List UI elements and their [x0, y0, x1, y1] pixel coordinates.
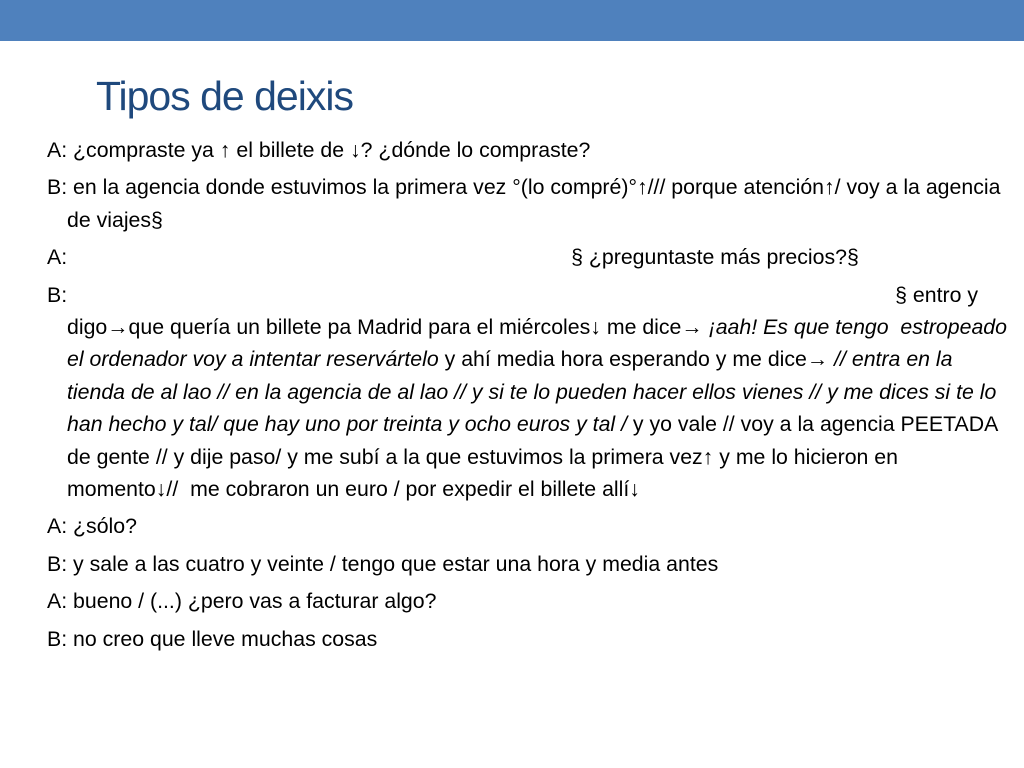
dialogue-turn	[47, 510, 1012, 542]
dialogue-turn	[47, 279, 1012, 506]
dialogue-body	[47, 134, 1012, 655]
dialogue-turn	[47, 585, 1012, 617]
turn-text: B: en la agencia donde estuvimos la primera vez °(lo compré)°↑/// porque atención↑/ voy a la agencia de viajes§	[47, 175, 1007, 232]
top-accent-bar	[0, 0, 1024, 41]
turn-text: § entro y digo→que quería un billete pa Madrid para el miércoles↓ me dice→	[67, 282, 984, 340]
turn-text: § ¿preguntaste más precios?§	[571, 245, 859, 270]
turn-text: A: ¿sólo?	[47, 514, 137, 539]
dialogue-turn	[47, 171, 1012, 236]
turn-text: A:	[47, 245, 68, 270]
quoted-speech: ¡aah! Es que tengo estropeado el ordenador voy a intentar reservártelo	[67, 315, 1013, 372]
quoted-speech: // entra en la tienda de al lao // en la agencia de al lao // y si te lo pueden hacer ellos vienes // y me dices si te lo han hecho y tal/ que hay uno por treinta y ocho euros y tal /	[67, 347, 1003, 437]
turn-text: B: no creo que lleve muchas cosas	[47, 626, 378, 651]
dialogue-turn	[47, 134, 1012, 166]
turn-text: A: bueno / (...) ¿pero vas a facturar algo?	[47, 589, 437, 614]
slide-title: Tipos de deixis	[96, 73, 353, 119]
turn-text: B: y sale a las cuatro y veinte / tengo que estar una hora y media antes	[47, 551, 719, 576]
turn-text: y yo vale // voy a la agencia PEETADA de gente // y dije paso/ y me subí a la que estuvimos la primera vez↑ y me lo hicieron en momento↓// me cobraron un euro / por expedir el billete allí↓	[67, 412, 1004, 502]
dialogue-turn	[47, 623, 1012, 655]
turn-text: B:	[47, 282, 68, 307]
dialogue-turn	[47, 548, 1012, 580]
turn-text: A: ¿compraste ya ↑ el billete de ↓? ¿dónde lo compraste?	[47, 138, 591, 162]
turn-text: y ahí media hora esperando y me dice→	[438, 347, 835, 372]
dialogue-turn	[47, 241, 1012, 273]
